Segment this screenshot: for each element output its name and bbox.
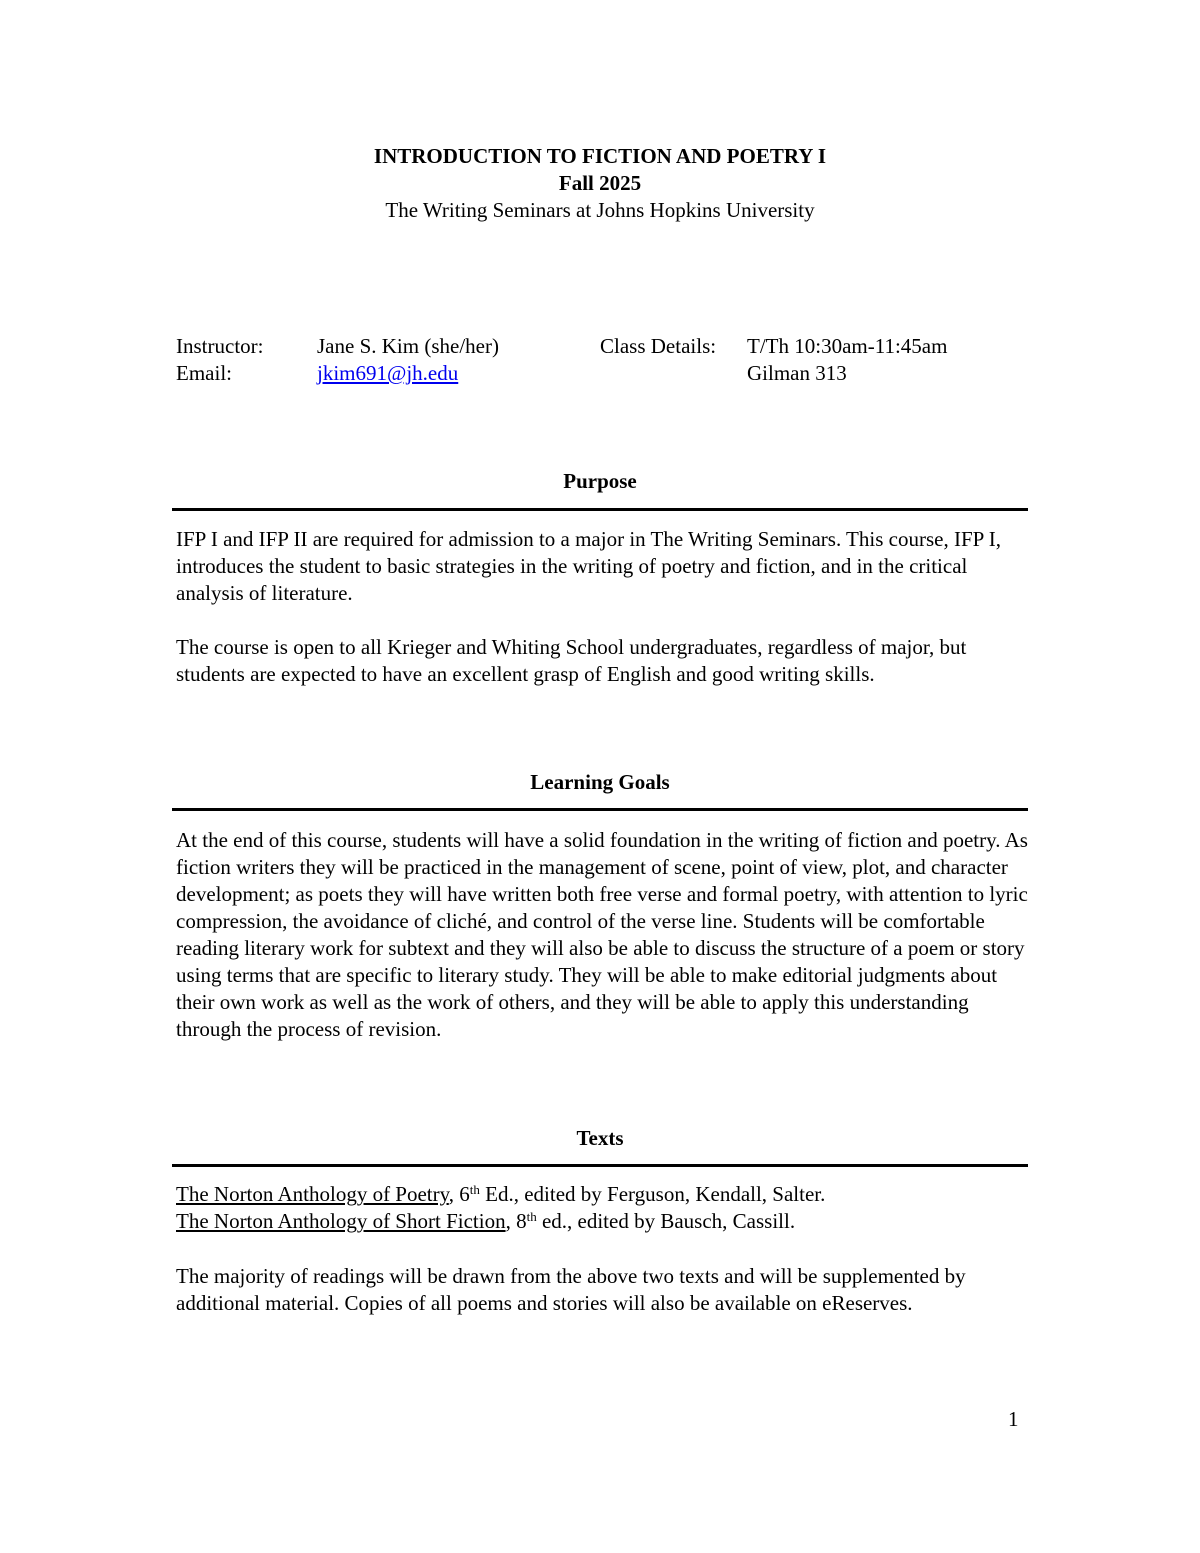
instructor-label: Instructor: [176, 334, 264, 358]
poetry-edition-details: Ed., edited by Ferguson, Kendall, Salter. [479, 1182, 826, 1206]
course-term: Fall 2025 [558, 171, 642, 195]
class-time: T/Th 10:30am-11:45am [747, 334, 948, 358]
text-entry-poetry: The Norton Anthology of Poetry, 6th Ed., edited by Ferguson, Kendall, Salter. [176, 1182, 826, 1206]
purpose-paragraph-1: IFP I and IFP II are required for admission to a major in The Writing Seminars. This course, IFP I, introduces the student to basic strategies in the writing of poetry and fiction, and in the critical analysis of literature. [176, 527, 1002, 605]
course-title: INTRODUCTION TO FICTION AND POETRY I [373, 144, 827, 168]
email-link[interactable]: jkim691@jh.edu [317, 361, 459, 385]
poetry-anthology-title: The Norton Anthology of Poetry [176, 1182, 449, 1206]
poetry-edition-suffix: th [469, 1182, 480, 1197]
purpose-divider [172, 508, 1028, 511]
fiction-anthology-title: The Norton Anthology of Short Fiction [176, 1209, 506, 1233]
fiction-edition-suffix: th [526, 1209, 537, 1224]
text-entry-fiction: The Norton Anthology of Short Fiction, 8th ed., edited by Bausch, Cassill. [176, 1209, 796, 1233]
texts-divider [172, 1164, 1028, 1167]
texts-heading: Texts [576, 1126, 624, 1150]
poetry-edition-number: 6 [459, 1182, 470, 1206]
email-label: Email: [176, 361, 232, 385]
learning-goals-divider [172, 808, 1028, 811]
learning-goals-heading: Learning Goals [530, 770, 670, 794]
texts-paragraph: The majority of readings will be drawn from the above two texts and will be supplemented by additional material. Copies of all poems and stories will also be available on eReserves. [176, 1264, 966, 1315]
fiction-edition-details: ed., edited by Bausch, Cassill. [536, 1209, 796, 1233]
page-number: 1 [1008, 1407, 1019, 1431]
instructor-value: Jane S. Kim (she/her) [317, 334, 499, 358]
class-room: Gilman 313 [747, 361, 847, 385]
fiction-edition-number: 8 [516, 1209, 527, 1233]
class-details-label: Class Details: [600, 334, 717, 358]
purpose-paragraph-2: The course is open to all Krieger and Whiting School undergraduates, regardless of major, but students are expected to have an excellent grasp of English and good writing skills. [176, 635, 967, 686]
purpose-heading: Purpose [563, 469, 637, 493]
learning-goals-paragraph: At the end of this course, students will have a solid foundation in the writing of fiction and poetry. As fiction writers they will be practiced in the management of scene, point of view, plot, and character development; as poets they will have written both free verse and formal poetry, with attention to lyric compression, the avoidance of cliché, and control of the verse line. Students will be comfortable reading literary work for subtext and they will also be able to discuss the structure of a poem or story using terms that are specific to literary study. They will be able to make editorial judgments about their own work as well as the work of others, and they will be able to apply this understanding through the process of revision. [176, 828, 1028, 1041]
course-institution: The Writing Seminars at Johns Hopkins University [385, 198, 815, 222]
